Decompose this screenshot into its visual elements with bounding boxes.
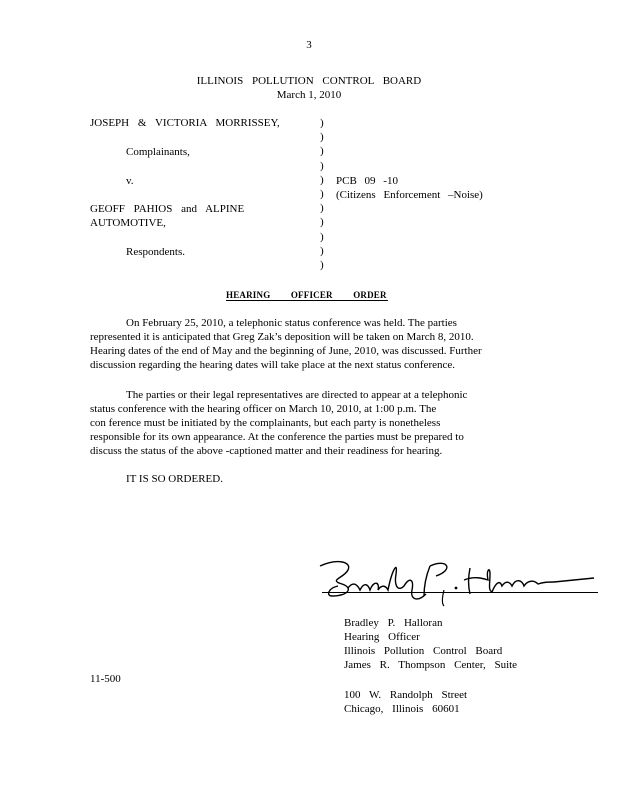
paragraph-line: responsible for its own appearance. At the conference the parties must be prepared to bbox=[90, 431, 464, 443]
city-address: Chicago, Illinois 60601 bbox=[344, 703, 460, 715]
handwritten-signature bbox=[318, 556, 598, 608]
paragraph-2 bbox=[90, 388, 514, 458]
paren: ) bbox=[320, 244, 324, 257]
paragraph-line: On February 25, 2010, a telephonic status conference was held. The parties bbox=[126, 317, 457, 329]
document-id: 11-500 bbox=[90, 673, 121, 685]
paren: ) bbox=[320, 230, 324, 243]
paren: ) bbox=[320, 159, 324, 172]
paragraph-line: discussion regarding the hearing dates will take place at the next status conference. bbox=[90, 359, 456, 371]
paragraph-line: status conference with the hearing officer on March 10, 2010, at 1:00 p.m. The bbox=[90, 403, 437, 415]
paragraph-line: discuss the status of the above -captioned matter and their readiness for hearing. bbox=[90, 445, 443, 457]
signer-org: Illinois Pollution Control Board bbox=[344, 645, 503, 657]
signer-name: Bradley P. Halloran bbox=[344, 617, 443, 629]
paragraph-line: Hearing dates of the end of May and the beginning of June, 2010, was discussed. Further bbox=[90, 345, 482, 357]
signature-block bbox=[344, 616, 517, 672]
board-name: ILLINOIS POLLUTION CONTROL BOARD bbox=[196, 75, 422, 87]
paren: ) bbox=[320, 202, 324, 215]
paragraph-line: The parties or their legal representatives are directed to appear at a telephonic bbox=[126, 389, 468, 401]
paren: ) bbox=[320, 173, 324, 186]
order-date: March 1, 2010 bbox=[276, 89, 342, 101]
paragraph-line: con ference must be initiated by the complainants, but each party is nonetheless bbox=[90, 417, 441, 429]
respondent-line-2: AUTOMOTIVE, bbox=[90, 217, 166, 229]
case-number: PCB 09 -10 bbox=[336, 175, 398, 187]
address-block bbox=[344, 688, 467, 716]
street-address: 100 W. Randolph Street bbox=[344, 689, 468, 701]
paren: ) bbox=[320, 187, 324, 200]
case-type: (Citizens Enforcement –Noise) bbox=[336, 189, 483, 201]
signer-center: James R. Thompson Center, Suite bbox=[344, 659, 518, 671]
signer-title: Hearing Officer bbox=[344, 631, 420, 643]
paren: ) bbox=[320, 145, 324, 158]
heading-underline bbox=[226, 300, 388, 301]
paren: ) bbox=[320, 258, 324, 271]
versus-label: v. bbox=[126, 175, 134, 187]
complainants-label: Complainants, bbox=[126, 146, 190, 158]
signature-line bbox=[322, 592, 598, 593]
caption-parentheses bbox=[320, 116, 330, 272]
paragraph-line: represented it is anticipated that Greg Zak’s deposition will be taken on March 8, 2010. bbox=[90, 331, 474, 343]
respondent-line-1: GEOFF PAHIOS and ALPINE bbox=[90, 203, 245, 215]
complainant-names: JOSEPH & VICTORIA MORRISSEY, bbox=[90, 117, 280, 129]
paren: ) bbox=[320, 131, 324, 144]
page-number: 3 bbox=[306, 39, 312, 51]
respondents-label: Respondents. bbox=[126, 246, 185, 258]
paragraph-1 bbox=[90, 316, 514, 372]
paren: ) bbox=[320, 117, 324, 129]
order-heading: HEARING OFFICER ORDER bbox=[226, 290, 387, 300]
paren: ) bbox=[320, 216, 324, 229]
closing-statement: IT IS SO ORDERED. bbox=[126, 473, 223, 485]
